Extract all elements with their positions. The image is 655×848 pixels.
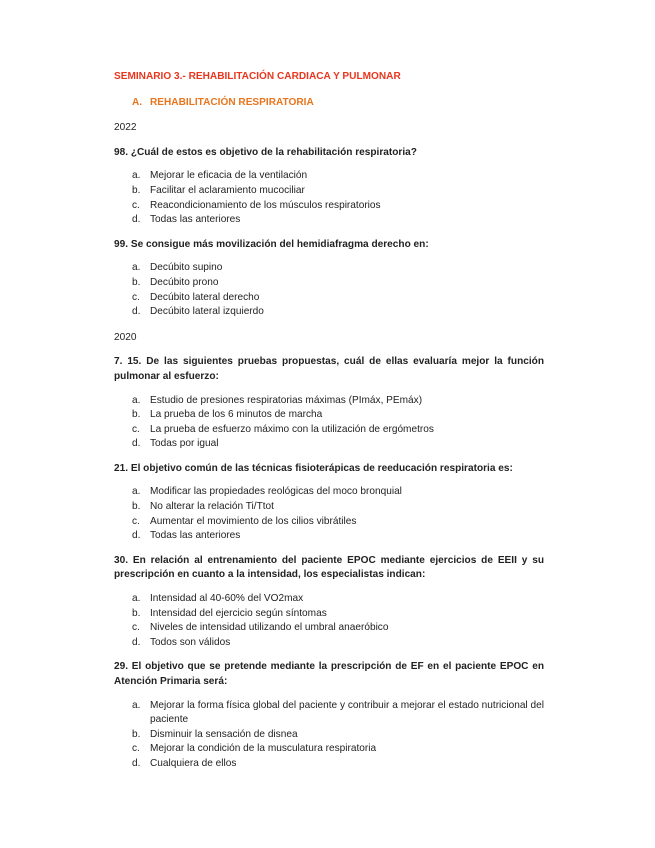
option-item xyxy=(114,213,544,228)
option-letter: b. xyxy=(132,607,141,619)
option-text: Todas las anteriores xyxy=(150,214,241,226)
question-block xyxy=(114,554,544,651)
option-item xyxy=(114,699,544,728)
option-letter: b. xyxy=(132,276,141,288)
option-text: Intensidad al 40-60% del VO2max xyxy=(150,593,304,605)
year-label: 2020 xyxy=(114,331,137,343)
option-text: Disminuir la sensación de disnea xyxy=(150,728,298,740)
option-letter: d. xyxy=(132,530,141,542)
option-text: Estudio de presiones respiratorias máximas (PImáx, PEmáx) xyxy=(150,394,423,406)
option-letter: c. xyxy=(132,622,140,634)
option-text: Mejorar le eficacia de la ventilación xyxy=(150,170,308,182)
option-text: Reacondicionamiento de los músculos respiratorios xyxy=(150,199,381,211)
option-item xyxy=(114,757,544,772)
option-item xyxy=(114,742,544,757)
option-text: Modificar las propiedades reológicas del moco bronquial xyxy=(150,486,402,498)
section-letter: A. xyxy=(132,96,143,108)
option-letter: b. xyxy=(132,409,141,421)
option-letter: a. xyxy=(132,170,141,182)
question-text: 30. En relación al entrenamiento del paciente EPOC mediante ejercicios de EEII y su prescripción en cuanto a la intensidad, los especialistas indican: xyxy=(114,554,544,581)
option-text: La prueba de esfuerzo máximo con la utilización de ergómetros xyxy=(150,423,434,435)
option-item xyxy=(114,636,544,651)
option-letter: c. xyxy=(132,291,140,303)
option-item xyxy=(114,592,544,607)
option-text: Intensidad del ejercicio según síntomas xyxy=(150,607,327,619)
option-letter: c. xyxy=(132,743,140,755)
option-letter: b. xyxy=(132,184,141,196)
option-text: Todos son válidos xyxy=(150,636,231,648)
option-item xyxy=(114,408,544,423)
option-item xyxy=(114,621,544,636)
question-block xyxy=(114,238,544,320)
option-item xyxy=(114,485,544,500)
option-text: La prueba de los 6 minutos de marcha xyxy=(150,409,323,421)
option-text: Cualquiera de ellos xyxy=(150,757,237,769)
option-letter: d. xyxy=(132,636,141,648)
option-list xyxy=(114,592,544,650)
option-letter: d. xyxy=(132,306,141,318)
question-block xyxy=(114,355,544,452)
option-list xyxy=(114,394,544,452)
question-text: 21. El objetivo común de las técnicas fisioterápicas de reeducación respiratoria es: xyxy=(114,462,513,474)
option-item xyxy=(114,305,544,320)
document-content xyxy=(114,70,544,776)
option-text: Facilitar el aclaramiento mucociliar xyxy=(150,184,305,196)
question-block xyxy=(114,146,544,228)
section-title: REHABILITACIÓN RESPIRATORIA xyxy=(150,96,314,108)
option-letter: c. xyxy=(132,199,140,211)
option-letter: c. xyxy=(132,515,140,527)
option-list xyxy=(114,261,544,319)
option-text: Decúbito lateral derecho xyxy=(150,291,260,303)
option-text: Decúbito supino xyxy=(150,262,223,274)
option-item xyxy=(114,607,544,622)
option-letter: a. xyxy=(132,486,141,498)
option-item xyxy=(114,423,544,438)
question-text: 98. ¿Cuál de estos es objetivo de la rehabilitación respiratoria? xyxy=(114,146,417,158)
option-letter: b. xyxy=(132,728,141,740)
option-text: Niveles de intensidad utilizando el umbral anaeróbico xyxy=(150,622,389,634)
option-item xyxy=(114,261,544,276)
option-text: No alterar la relación Ti/Ttot xyxy=(150,501,274,513)
option-item xyxy=(114,199,544,214)
question-block xyxy=(114,660,544,771)
question-text: 29. El objetivo que se pretende mediante la prescripción de EF en el paciente EPOC en Atención Primaria será: xyxy=(114,661,544,687)
option-list xyxy=(114,485,544,543)
section-heading xyxy=(132,96,544,111)
seminar-title: SEMINARIO 3.- REHABILITACIÓN CARDIACA Y PULMONAR xyxy=(114,71,401,82)
option-item xyxy=(114,728,544,743)
option-list xyxy=(114,169,544,227)
year-label: 2022 xyxy=(114,122,137,134)
option-item xyxy=(114,394,544,409)
option-item xyxy=(114,184,544,199)
option-text: Todas las anteriores xyxy=(150,530,241,542)
option-item xyxy=(114,169,544,184)
option-item xyxy=(114,529,544,544)
option-text: Decúbito lateral izquierdo xyxy=(150,306,264,318)
option-letter: d. xyxy=(132,757,141,769)
option-list xyxy=(114,699,544,772)
question-text: 99. Se consigue más movilización del hemidiafragma derecho en: xyxy=(114,238,429,250)
option-text: Aumentar el movimiento de los cilios vibrátiles xyxy=(150,515,357,527)
option-text: Decúbito prono xyxy=(150,276,219,288)
option-letter: b. xyxy=(132,501,141,513)
option-text: Mejorar la condición de la musculatura respiratoria xyxy=(150,743,377,755)
option-letter: a. xyxy=(132,262,141,274)
option-item xyxy=(114,515,544,530)
option-text: Mejorar la forma física global del paciente y contribuir a mejorar el estado nutricional del paciente xyxy=(150,699,544,726)
question-block xyxy=(114,462,544,544)
option-letter: d. xyxy=(132,438,141,450)
option-item xyxy=(114,500,544,515)
option-letter: c. xyxy=(132,423,140,435)
question-text: 7. 15. De las siguientes pruebas propuestas, cuál de ellas evaluaría mejor la función pulmonar al esfuerzo: xyxy=(114,356,544,382)
option-letter: d. xyxy=(132,214,141,226)
option-item xyxy=(114,276,544,291)
option-letter: a. xyxy=(132,394,141,406)
option-text: Todas por igual xyxy=(150,438,219,450)
option-item xyxy=(114,437,544,452)
option-item xyxy=(114,291,544,306)
option-letter: a. xyxy=(132,593,141,605)
option-letter: a. xyxy=(132,699,141,711)
